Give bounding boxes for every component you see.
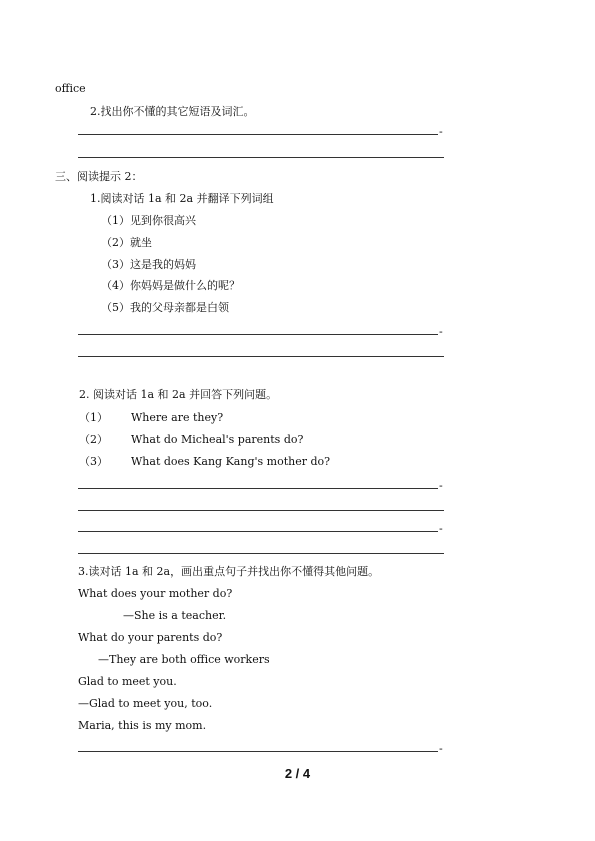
list-item: What does Kang Kang's mother do? [131, 455, 331, 468]
list-item: Where are they? [131, 411, 224, 424]
dash-mark: - [439, 742, 443, 755]
list-item: （1）见到你很高兴 [101, 214, 196, 227]
answer-line [78, 751, 438, 752]
list-number: （3） [79, 455, 108, 468]
text-line: office [55, 82, 86, 95]
dash-mark: - [439, 522, 443, 535]
dash-mark: - [439, 125, 443, 138]
list-item: （2）就坐 [101, 236, 152, 249]
answer-line [78, 134, 438, 135]
page-number: 2 / 4 [284, 766, 311, 781]
dialogue-line: Glad to meet you. [78, 675, 177, 688]
dialogue-line: —Glad to meet you, too. [78, 697, 213, 710]
dash-mark: - [439, 479, 443, 492]
section-heading: 三、阅读提示 2： [55, 170, 143, 183]
dash-mark: - [439, 325, 443, 338]
text-line: 2. 阅读对话 1a 和 2a 并回答下列问题。 [79, 388, 278, 401]
list-number: （2） [79, 433, 108, 446]
answer-line [78, 553, 444, 554]
answer-line [78, 334, 438, 335]
text-line: 2.找出你不懂的其它短语及词汇。 [90, 105, 255, 118]
dialogue-line: Maria, this is my mom. [78, 719, 207, 732]
list-number: （1） [79, 411, 108, 424]
dialogue-line: What does your mother do? [78, 587, 233, 600]
list-item: （5）我的父母亲都是白领 [101, 301, 229, 314]
answer-line [78, 531, 438, 532]
dialogue-line: What do your parents do? [78, 631, 223, 644]
text-line: 3.读对话 1a 和 2a，画出重点句子并找出你不懂得其他问题。 [78, 565, 380, 578]
list-item: What do Micheal's parents do? [131, 433, 304, 446]
answer-line [78, 157, 444, 158]
answer-line [78, 356, 444, 357]
dialogue-line: —She is a teacher. [123, 609, 227, 622]
answer-line [78, 488, 438, 489]
list-item: （4）你妈妈是做什么的呢？ [101, 279, 240, 292]
text-line: 1.阅读对话 1a 和 2a 并翻译下列词组 [90, 192, 274, 205]
answer-line [78, 510, 444, 511]
list-item: （3）这是我的妈妈 [101, 258, 196, 271]
dialogue-line: —They are both office workers [98, 653, 270, 666]
